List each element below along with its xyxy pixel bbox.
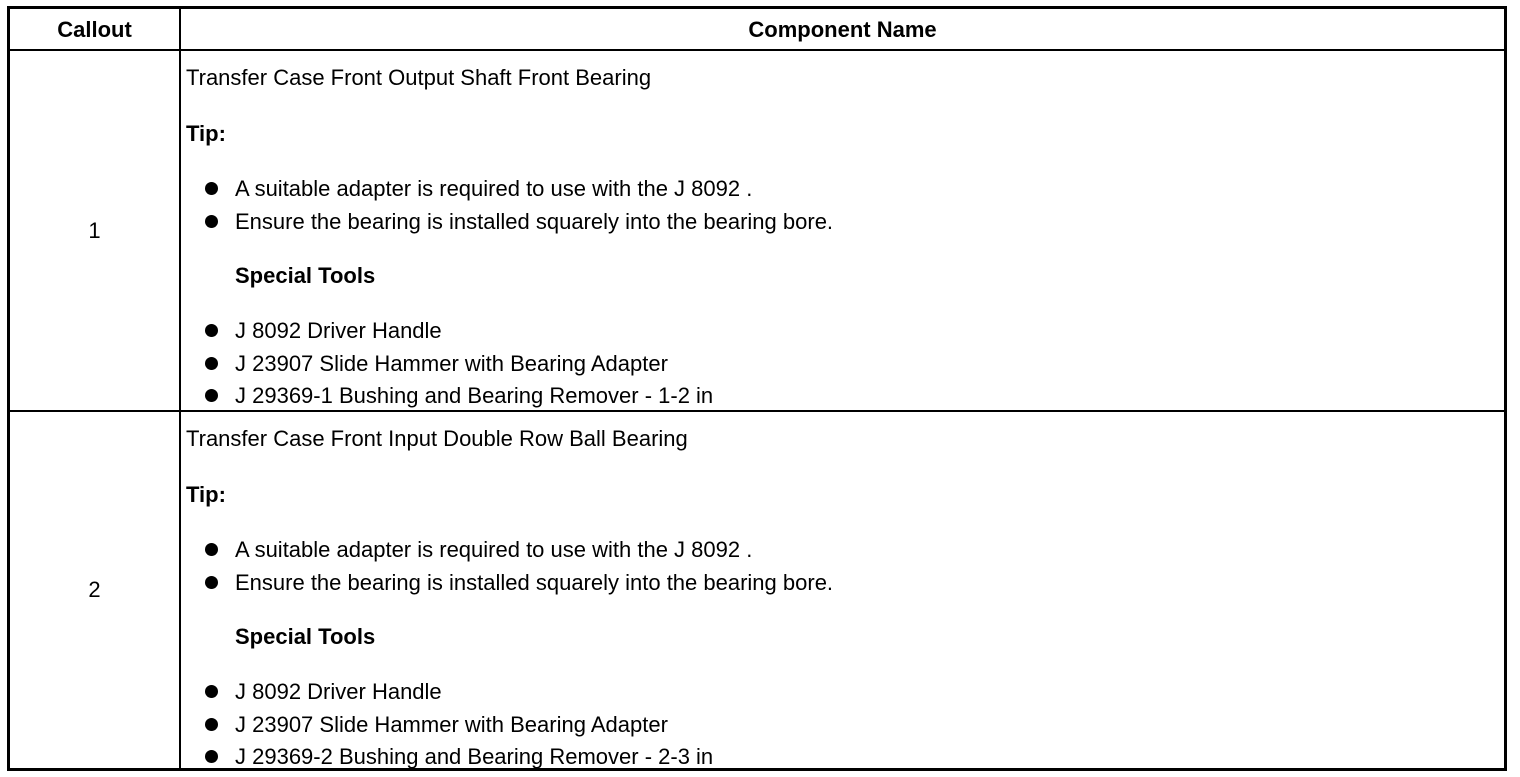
list-item: [205, 744, 713, 777]
component-title: Transfer Case Front Output Shaft Front Bearing: [186, 65, 652, 90]
tool-text: J 23907 Slide Hammer with Bearing Adapter: [235, 350, 668, 376]
list-item: [205, 712, 713, 745]
tool-text: J 8092 Driver Handle: [235, 318, 442, 343]
component-cell: [186, 51, 1494, 410]
tip-text: Ensure the bearing is installed squarely into the bearing bore.: [235, 208, 834, 234]
bullet-icon: [205, 750, 218, 763]
tip-text: A suitable adapter is required to use with the J 8092 .: [235, 537, 753, 562]
bullet-icon: [205, 182, 218, 195]
header-callout: Callout: [57, 17, 132, 42]
list-item: [205, 176, 833, 209]
tips-list: [205, 176, 833, 241]
tip-label: Tip:: [186, 482, 226, 507]
tool-text: J 29369-2 Bushing and Bearing Remover - 2-3 in: [235, 744, 714, 769]
column-divider: [179, 51, 181, 410]
bullet-icon: [205, 543, 218, 556]
tip-text: Ensure the bearing is installed squarely into the bearing bore.: [235, 569, 834, 595]
bullet-icon: [205, 576, 218, 589]
table-row: [10, 51, 1504, 412]
tip-text: A suitable adapter is required to use with the J 8092 .: [235, 176, 753, 201]
callout-cell: 2: [88, 577, 101, 602]
list-item: [205, 351, 713, 384]
tips-list: [205, 537, 833, 602]
component-title: Transfer Case Front Input Double Row Ball Bearing: [186, 426, 688, 451]
list-item: [205, 383, 713, 416]
column-divider: [179, 412, 181, 768]
component-cell: [186, 412, 1494, 768]
list-item: [205, 679, 713, 712]
special-tools-label: Special Tools: [235, 263, 376, 288]
table-header-row: [10, 9, 1504, 51]
tool-text: J 23907 Slide Hammer with Bearing Adapter: [235, 711, 668, 737]
tool-text: J 29369-1 Bushing and Bearing Remover - 1-2 in: [235, 383, 714, 408]
list-item: [205, 318, 713, 351]
header-component-name: Component Name: [748, 17, 937, 42]
tools-list: [205, 318, 713, 416]
table-row: [10, 412, 1504, 768]
bullet-icon: [205, 324, 218, 337]
tools-list: [205, 679, 713, 777]
bullet-icon: [205, 389, 218, 402]
tool-text: J 8092 Driver Handle: [235, 679, 442, 704]
list-item: [205, 209, 833, 242]
list-item: [205, 537, 833, 570]
bullet-icon: [205, 215, 218, 228]
tip-label: Tip:: [186, 121, 226, 146]
special-tools-label: Special Tools: [235, 624, 376, 649]
callout-cell: 1: [88, 217, 101, 243]
bullet-icon: [205, 685, 218, 698]
bullet-icon: [205, 718, 218, 731]
component-table: [7, 6, 1507, 771]
bullet-icon: [205, 357, 218, 370]
list-item: [205, 570, 833, 603]
